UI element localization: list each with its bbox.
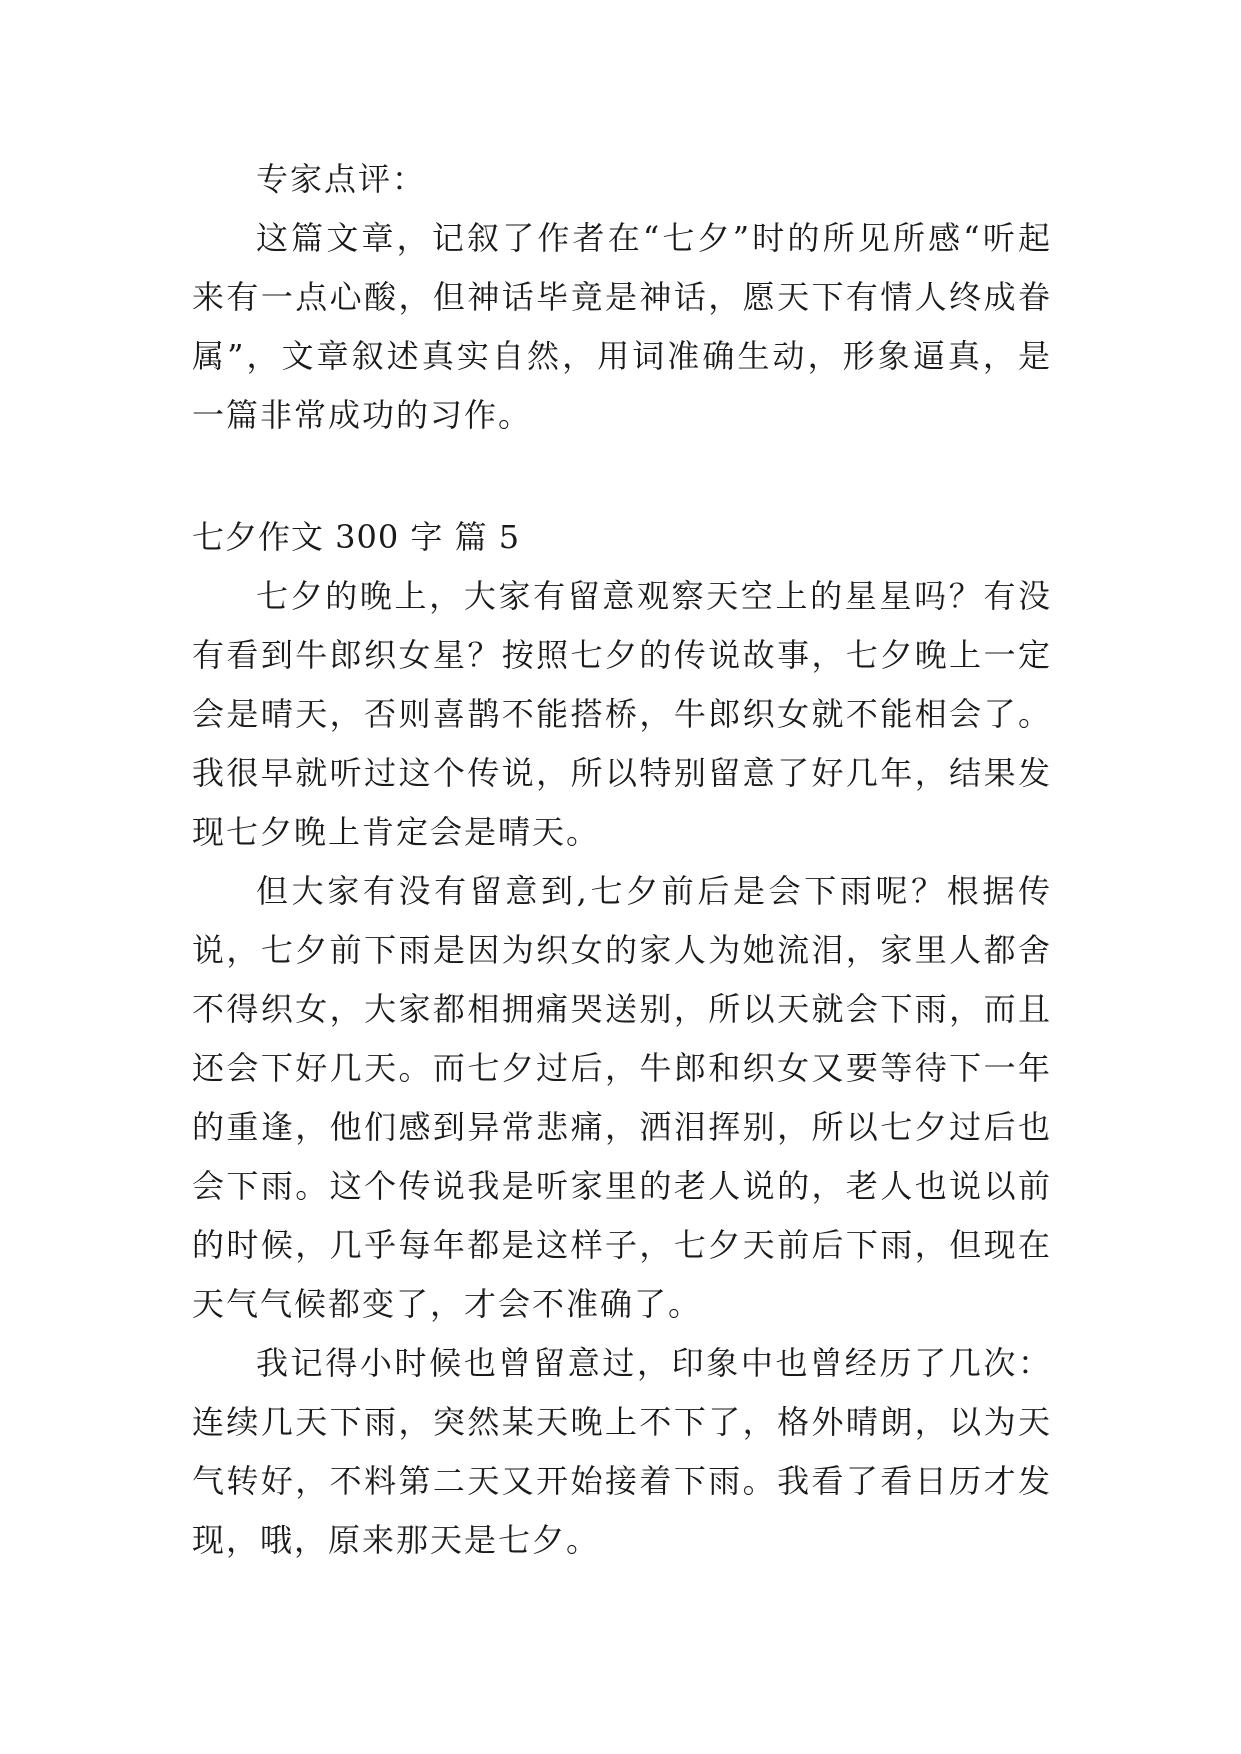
- review-paragraph: 这篇文章，记叙了作者在“七夕”时的所见所感“听起来有一点心酸，但神话毕竟是神话，愿天下有情人终成眷属”，文章叙述真实自然，用词准确生动，形象逼真，是一篇非常成功的习作。: [192, 219, 1052, 434]
- body-paragraph-2: 但大家有没有留意到,七夕前后是会下雨呢？根据传说，七夕前下雨是因为织女的家人为她流泪，家里人都舍不得织女，大家都相拥痛哭送别，所以天就会下雨，而且还会下好几天。而七夕过后，牛郎和织女又要等待下一年的重逢，他们感到异常悲痛，洒泪挥别，所以七夕过后也会下雨。这个传说我是听家里的老人说的，老人也说以前的时候，几乎每年都是这样子，七夕天前后下雨，但现在天气气候都变了，才会不准确了。: [192, 872, 1052, 1323]
- body-paragraph-1: 七夕的晚上，大家有留意观察天空上的星星吗？有没有看到牛郎织女星？按照七夕的传说故事，七夕晚上一定会是晴天，否则喜鹊不能搭桥，牛郎织女就不能相会了。我很早就听过这个传说，所以特别留意了好几年，结果发现七夕晚上肯定会是晴天。: [192, 577, 1052, 851]
- review-label: 专家点评：: [256, 160, 427, 198]
- section-title: 七夕作文 300 字 篇 5: [192, 518, 521, 556]
- body-paragraph-3: 我记得小时候也曾留意过，印象中也曾经历了几次：连续几天下雨，突然某天晚上不下了，格外晴朗，以为天气转好，不料第二天又开始接着下雨。我看了看日历才发现，哦，原来那天是七夕。: [192, 1344, 1052, 1559]
- document-page: [192, 150, 1052, 1570]
